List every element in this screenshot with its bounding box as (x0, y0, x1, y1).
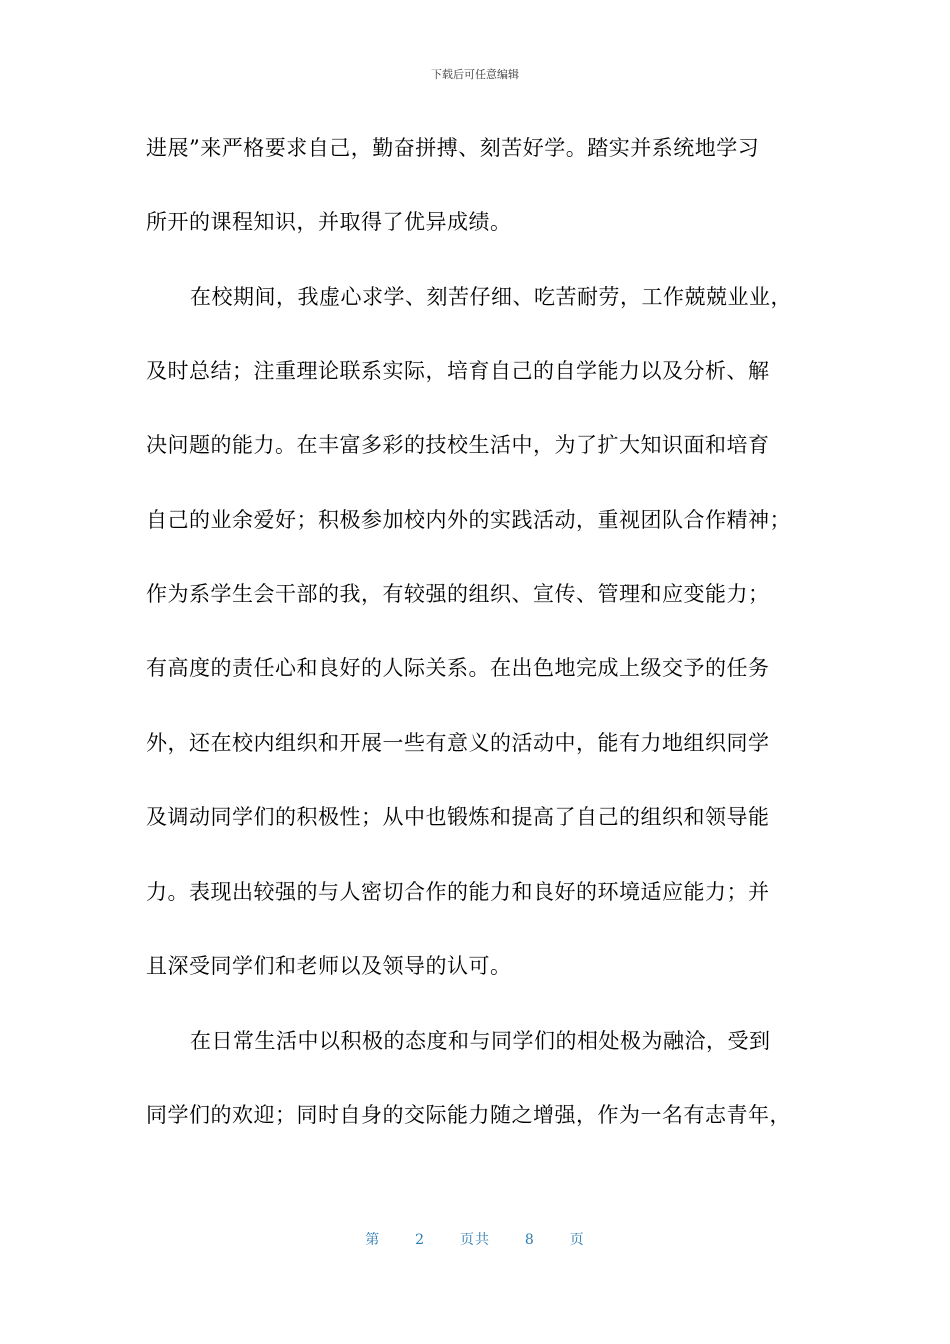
footer-prefix: 第 (365, 1232, 381, 1248)
page-footer (0, 1229, 950, 1249)
text-line: 及时总结；注重理论联系实际，培育自己的自学能力以及分析、解 (146, 359, 770, 383)
footer-suffix: 页 (569, 1232, 585, 1248)
text-line: 及调动同学们的积极性；从中也锻炼和提高了自己的组织和领导能 (146, 805, 770, 829)
text-line: 自己的业余爱好；积极参加校内外的实践活动，重视团队合作精神； (146, 508, 791, 532)
footer-total-pages: 8 (524, 1232, 535, 1248)
text-line: 且深受同学们和老师以及领导的认可。 (146, 954, 512, 978)
page-header: 下载后可任意编辑 (431, 68, 519, 81)
paragraph-first-line: 在校期间，我虚心求学、刻苦仔细、吃苦耐劳，工作兢兢业业， (190, 285, 792, 309)
footer-page-number: 2 (415, 1232, 426, 1248)
text-line: 作为系学生会干部的我，有较强的组织、宣传、管理和应变能力； (146, 582, 770, 606)
text-line: 外，还在校内组织和开展一些有意义的活动中，能有力地组织同学 (146, 731, 770, 755)
paragraph-first-line: 在日常生活中以积极的态度和与同学们的相处极为融洽，受到 (190, 1029, 771, 1053)
footer-middle: 页共 (460, 1232, 490, 1248)
text-line: 有高度的责任心和良好的人际关系。在出色地完成上级交予的任务 (146, 656, 770, 680)
text-line: 进展”来严格要求自己，勤奋拼搏、刻苦好学。踏实并系统地学习 (146, 136, 760, 160)
text-line: 力。表现出较强的与人密切合作的能力和良好的环境适应能力；并 (146, 880, 770, 904)
text-line: 所开的课程知识，并取得了优异成绩。 (146, 210, 512, 234)
text-line: 决问题的能力。在丰富多彩的技校生活中，为了扩大知识面和培育 (146, 433, 770, 457)
text-line: 同学们的欢迎；同时自身的交际能力随之增强，作为一名有志青年， (146, 1103, 791, 1127)
